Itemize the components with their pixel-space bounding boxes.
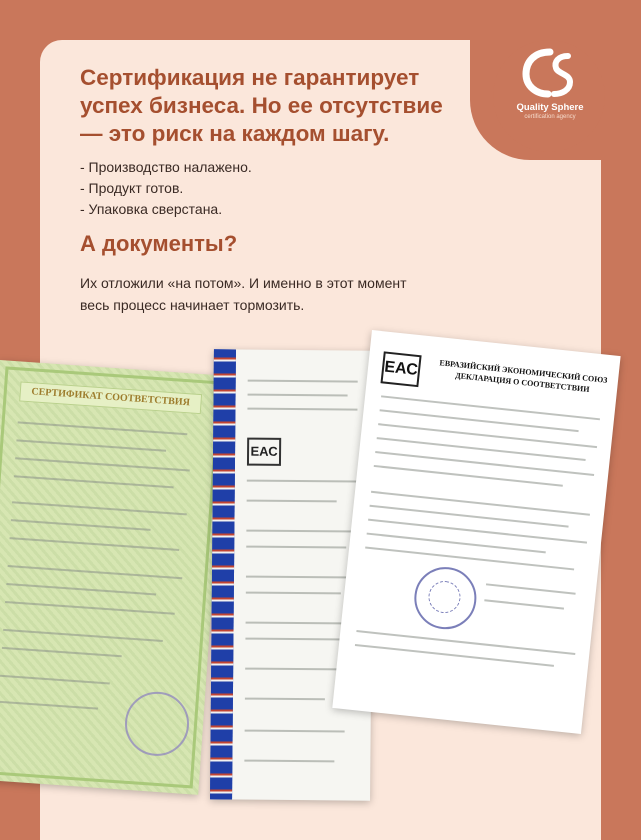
- certificate-document: [0, 360, 227, 795]
- ornament-strip: [210, 349, 236, 799]
- bullet-item: - Упаковка сверстана.: [80, 201, 223, 217]
- eac-mark: ЕАС: [380, 351, 421, 387]
- eac-mark: ЕАС: [247, 438, 281, 466]
- brand-name: Quality Sphere: [516, 102, 584, 113]
- bullet-item: - Продукт готов.: [80, 180, 184, 196]
- paragraph-line: Их отложили «на потом». И именно в этот момент: [80, 275, 407, 291]
- certificate-title: СЕРТИФИКАТ СООТВЕТСТВИЯ: [19, 381, 202, 414]
- declaration-title: ЕВРАЗИЙСКИЙ ЭКОНОМИЧЕСКИЙ СОЮЗ ДЕКЛАРАЦИЯ О СООТВЕТСТВИИ: [439, 358, 608, 395]
- headline: Сертификация не гарантирует успех бизнеса. Но ее отсутствие — это риск на каждом шагу.: [80, 65, 443, 146]
- declaration-document: [332, 330, 620, 734]
- brand-tagline: certification agency: [524, 114, 576, 120]
- bullet-item: - Производство налажено.: [80, 159, 252, 175]
- paragraph-line: весь процесс начинает тормозить.: [80, 297, 305, 313]
- subheading: А документы?: [80, 231, 238, 256]
